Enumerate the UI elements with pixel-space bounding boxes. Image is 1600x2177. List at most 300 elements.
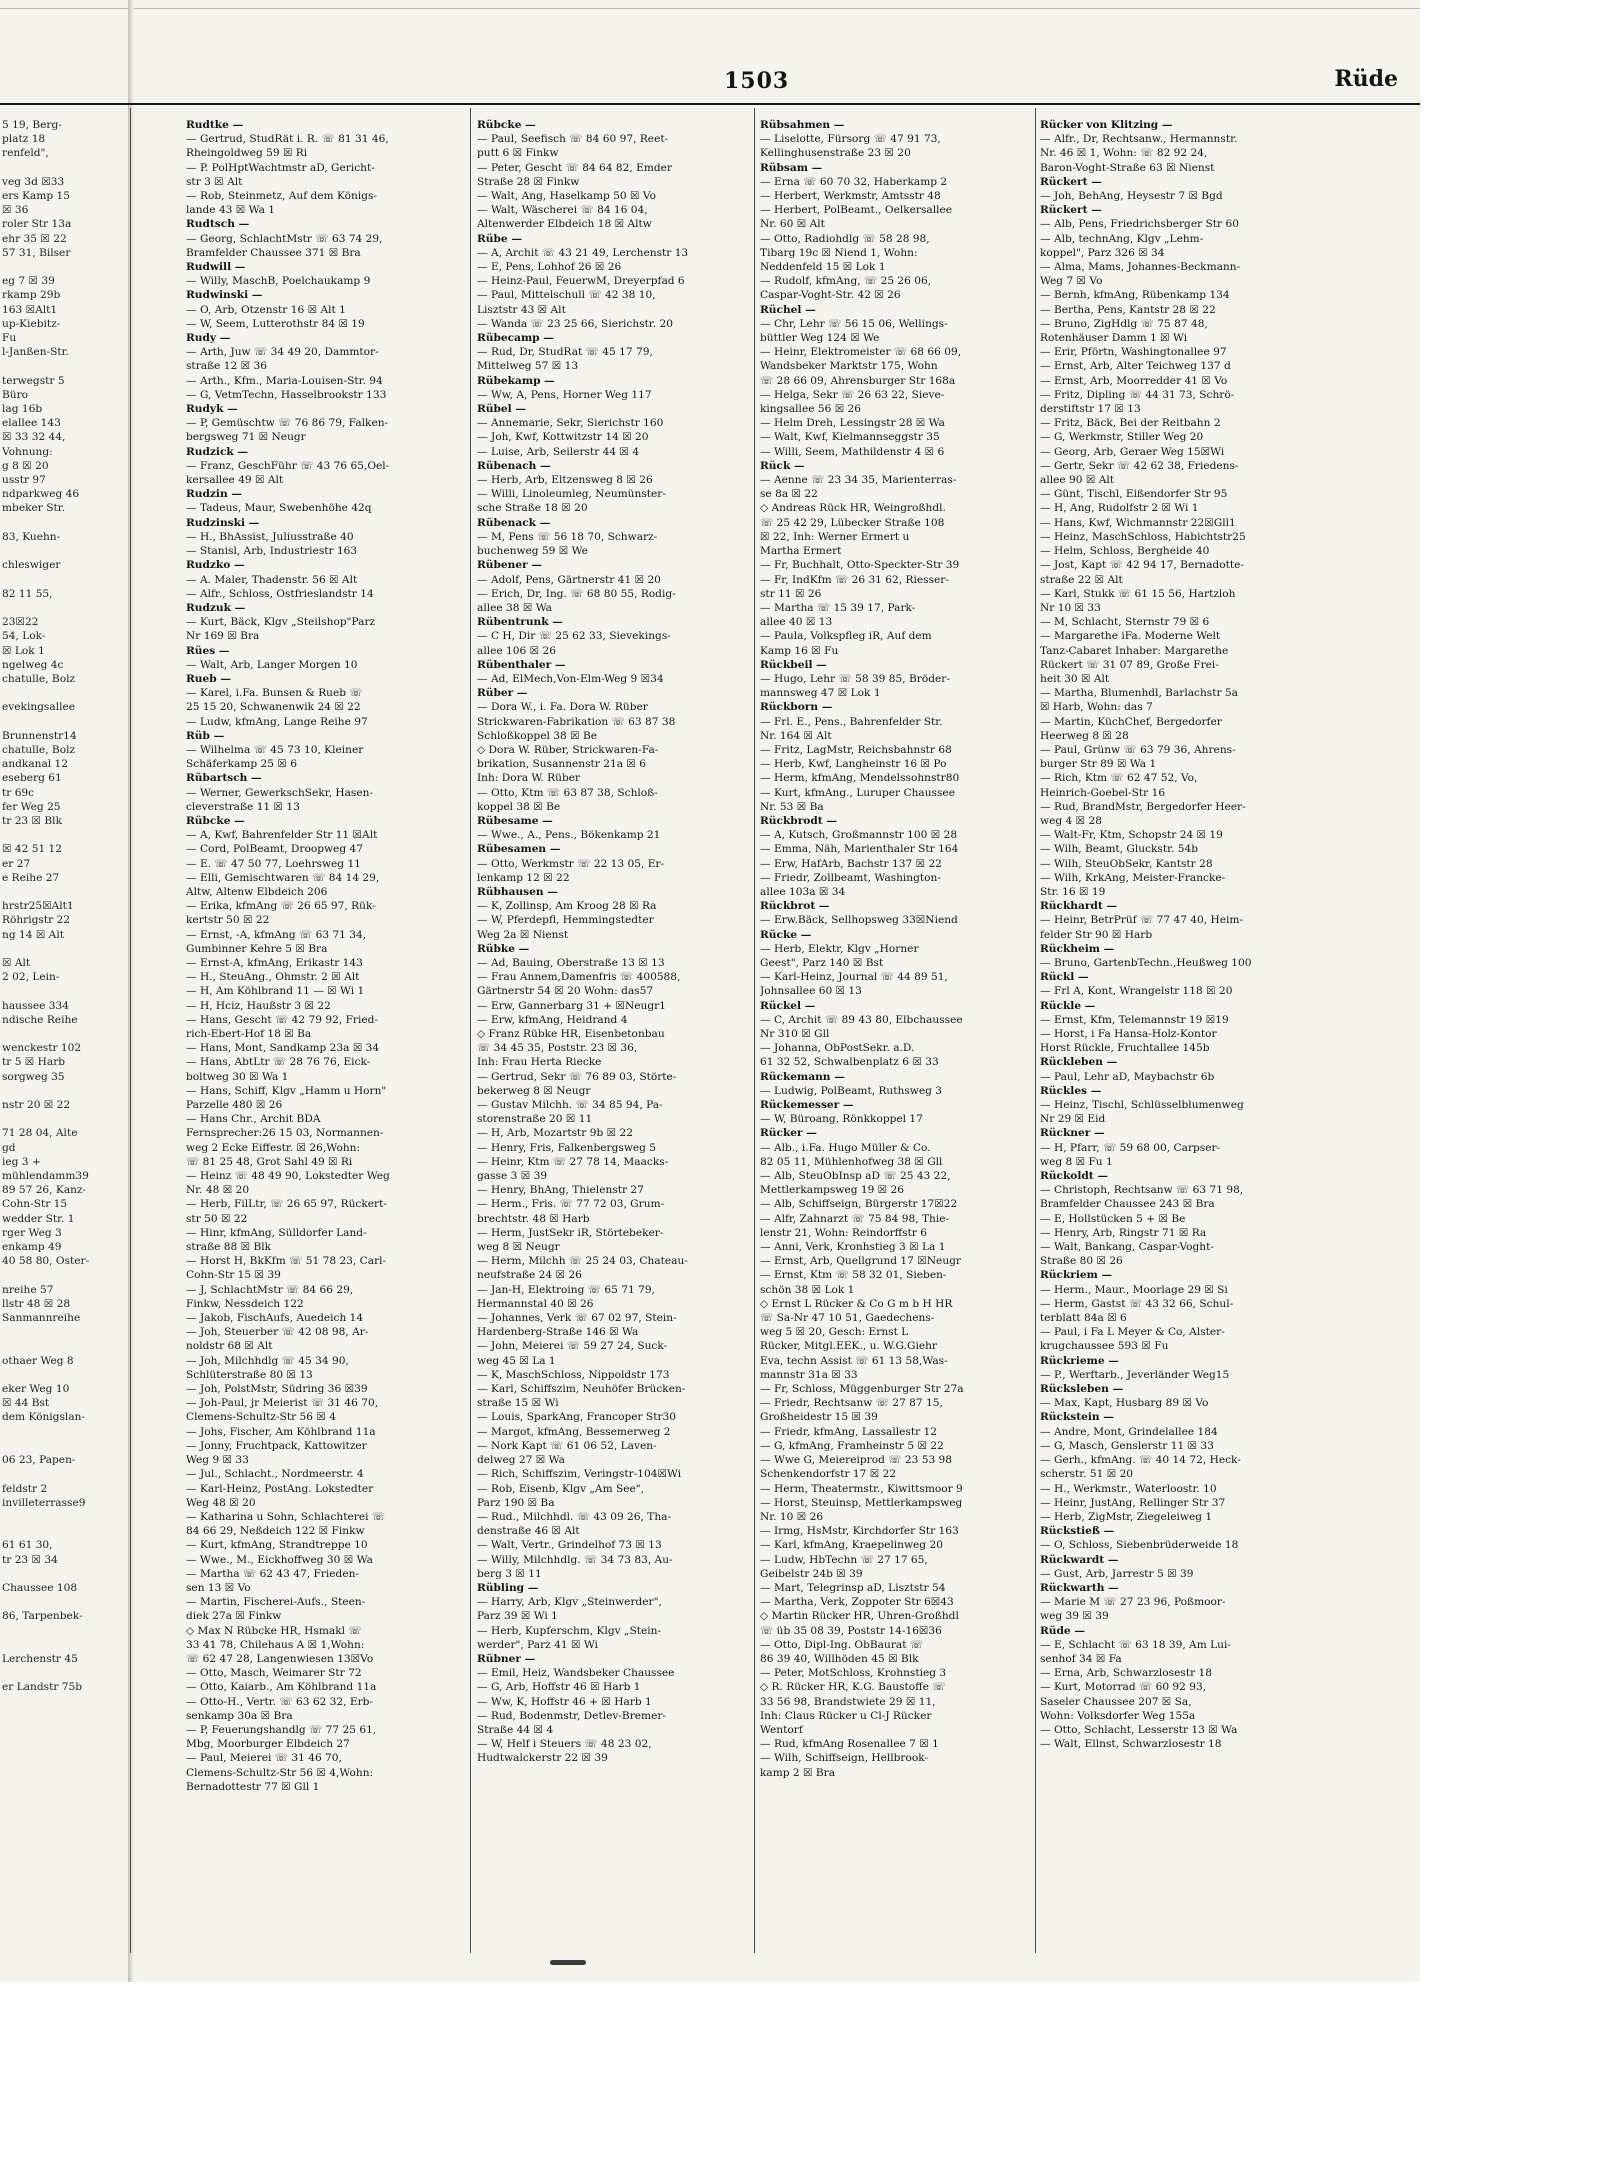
directory-line: Rück —: [760, 459, 805, 472]
directory-line: Sanmannreihe: [2, 1312, 81, 1325]
directory-line: — John, Meierei ☏ 59 27 24, Suck-: [477, 1340, 668, 1353]
directory-line: ☒ Harb, Wohn: das 7: [1040, 701, 1153, 714]
directory-line: cleverstraße 11 ☒ 13: [186, 800, 300, 813]
directory-line: Mittelweg 57 ☒ 13: [477, 360, 579, 373]
directory-line: — Willi, Linoleumleg, Neumünster-: [477, 488, 666, 501]
column-rule: [1035, 108, 1036, 1953]
directory-line: — Herm., Maur., Moorlage 29 ☒ Si: [1040, 1283, 1228, 1296]
directory-line: Großheidestr 15 ☒ 39: [760, 1411, 878, 1424]
directory-line: gasse 3 ☒ 39: [477, 1170, 548, 1183]
directory-line: Rübesamen —: [477, 843, 561, 856]
directory-line: 40 58 80, Oster-: [2, 1255, 90, 1268]
directory-line: Rückemann —: [760, 1070, 845, 1083]
directory-line: elallee 143: [2, 417, 61, 430]
directory-line: — Frau Annem,Damenfris ☏ 400588,: [477, 971, 681, 984]
directory-line: — Rob, Steinmetz, Auf dem Königs-: [186, 190, 377, 203]
directory-line: Parz 190 ☒ Ba: [477, 1496, 555, 1509]
footer-mark: [550, 1960, 586, 1965]
directory-line: — Joh, Steuerber ☏ 42 08 98, Ar-: [186, 1326, 369, 1339]
directory-line: eg 7 ☒ 39: [2, 275, 55, 288]
directory-line: Rudzinski —: [186, 516, 260, 529]
directory-line: str 3 ☒ Alt: [186, 175, 243, 188]
directory-line: — Rud, Bodenmstr, Detlev-Bremer-: [477, 1709, 667, 1722]
directory-line: — C, Archit ☏ 89 43 80, Elbchaussee: [760, 1013, 963, 1026]
directory-line: [2, 161, 122, 175]
directory-line: — Liselotte, Fürsorg ☏ 47 91 73,: [760, 133, 941, 146]
directory-line: Rübsahmen —: [760, 119, 845, 131]
directory-line: — Stanisl, Arb, Industriestr 163: [186, 545, 358, 558]
directory-line: Rübcke —: [477, 119, 536, 131]
gutter-shadow: [128, 0, 134, 1982]
directory-line: — Emil, Heiz, Wandsbeker Chaussee: [477, 1667, 675, 1680]
directory-line: — Bertha, Pens, Kantstr 28 ☒ 22: [1040, 303, 1216, 316]
directory-line: ng 14 ☒ Alt: [2, 928, 64, 941]
directory-line: Neddenfeld 15 ☒ Lok 1: [760, 261, 886, 274]
directory-line: Rückbrot —: [760, 900, 830, 913]
directory-line: eseberg 61: [2, 772, 62, 785]
directory-line: — Erw.Bäck, Sellhopsweg 33☒Niend: [760, 914, 958, 927]
directory-line: — Tadeus, Maur, Swebenhöhe 42q: [186, 502, 372, 515]
directory-line: — Ernst, Arb, Alter Teichweg 137 d: [1040, 360, 1231, 373]
directory-line: renfeld",: [2, 147, 49, 160]
directory-line: sche Straße 18 ☒ 20: [477, 502, 588, 515]
directory-line: weg 5 ☒ 20, Gesch: Ernst L: [760, 1326, 909, 1339]
directory-line: kingsallee 56 ☒ 26: [760, 403, 862, 416]
directory-line: Rückles —: [1040, 1084, 1102, 1097]
directory-line: buchenweg 59 ☒ We: [477, 545, 588, 558]
directory-line: Rückrieme —: [1040, 1354, 1119, 1367]
directory-line: chleswiger: [2, 559, 61, 572]
directory-line: — Frl A, Kont, Wrangelstr 118 ☒ 20: [1040, 985, 1233, 998]
directory-line: [2, 942, 122, 956]
directory-line: Straße 44 ☒ 4: [477, 1723, 554, 1736]
directory-line: — Walt, Ellnst, Schwarzlosestr 18: [1040, 1738, 1222, 1751]
directory-line: — Cord, PolBeamt, Droopweg 47: [186, 843, 363, 856]
directory-line: — Heinr, Elektromeister ☏ 68 66 09,: [760, 346, 962, 359]
directory-line: Nr. 10 ☒ 26: [760, 1510, 824, 1523]
directory-line: chatulle, Bolz: [2, 672, 76, 685]
directory-line: Rudzick —: [186, 445, 249, 458]
directory-line: — Walt, Arb, Langer Morgen 10: [186, 658, 358, 671]
directory-line: Wandsbeker Marktstr 175, Wohn: [760, 360, 938, 373]
directory-line: Rücker von Klitzing —: [1040, 119, 1173, 131]
stub-column: [2, 118, 122, 1943]
directory-line: [2, 1339, 122, 1353]
directory-line: — Karel, i.Fa. Bunsen & Rueb ☏: [186, 687, 363, 700]
directory-line: — Erw, kfmAng, Heidrand 4: [477, 1013, 628, 1026]
directory-line: Rotenhäuser Damm 1 ☒ Wi: [1040, 332, 1188, 345]
directory-line: delweg 27 ☒ Wa: [477, 1454, 565, 1467]
directory-line: Nr. 48 ☒ 20: [186, 1184, 250, 1197]
directory-line: — Joh, Kwf, Kottwitzstr 14 ☒ 20: [477, 431, 649, 444]
directory-line: Baron-Voght-Straße 63 ☒ Nienst: [1040, 161, 1215, 174]
directory-line: allee 106 ☒ 26: [477, 644, 556, 657]
directory-line: [2, 1368, 122, 1382]
directory-line: Inh: Frau Herta Riecke: [477, 1056, 602, 1069]
directory-line: mannsweg 47 ☒ Lok 1: [760, 687, 881, 700]
directory-line: ◇ Franz Rübke HR, Eisenbetonbau: [477, 1028, 665, 1040]
column-rule: [754, 108, 755, 1953]
directory-line: — Friedr, kfmAng, Lassallestr 12: [760, 1425, 938, 1438]
directory-line: Rübenach —: [477, 459, 551, 472]
directory-line: [2, 885, 122, 899]
directory-line: Lisztstr 43 ☒ Alt: [477, 303, 566, 316]
directory-line: lenkamp 12 ☒ 22: [477, 871, 570, 884]
directory-line: Martha Ermert: [760, 545, 842, 558]
directory-line: derstiftstr 17 ☒ 13: [1040, 403, 1141, 416]
directory-line: — Anni, Verk, Kronhstieg 3 ☒ La 1: [760, 1241, 946, 1254]
directory-line: — Karl, Schiffszim, Neuhöfer Brücken-: [477, 1383, 686, 1396]
directory-line: — Walt-Fr, Ktm, Schopstr 24 ☒ 19: [1040, 829, 1223, 842]
directory-line: — Karl, kfmAng, Kraepelinweg 20: [760, 1539, 943, 1552]
directory-line: Rückle —: [1040, 999, 1096, 1012]
directory-line: — Wwe., A., Pens., Bökenkamp 21: [477, 829, 661, 842]
directory-line: [2, 1268, 122, 1282]
directory-line: Caspar-Voght-Str. 42 ☒ 26: [760, 289, 901, 302]
directory-line: Rüde —: [1040, 1624, 1085, 1637]
directory-line: Rückbrodt —: [760, 814, 837, 827]
directory-line: terblatt 84a ☒ 6: [1040, 1312, 1127, 1325]
directory-line: allee 38 ☒ Wa: [477, 601, 552, 614]
directory-line: — Alb, technAng, Klgv „Lehm-: [1040, 232, 1204, 245]
directory-line: — M, Pens ☏ 56 18 70, Schwarz-: [477, 530, 658, 543]
directory-line: Rückwarth —: [1040, 1581, 1119, 1594]
directory-line: Wentorf: [760, 1723, 803, 1736]
directory-line: — G, Masch, Genslerstr 11 ☒ 33: [1040, 1439, 1214, 1452]
directory-line: — H, Am Köhlbrand 11 — ☒ Wi 1: [186, 985, 365, 998]
directory-line: — Rud, BrandMstr, Bergedorfer Heer-: [1040, 800, 1246, 813]
directory-line: Rües —: [186, 644, 230, 657]
directory-line: — Franz, GeschFühr ☏ 43 76 65,Oel-: [186, 459, 390, 472]
directory-line: — Hugo, Lehr ☏ 58 39 85, Bröder-: [760, 672, 950, 685]
directory-line: — Ww, A, Pens, Horner Weg 117: [477, 388, 652, 401]
directory-line: invilleterrasse9: [2, 1496, 86, 1509]
directory-line: Rudwill —: [186, 261, 246, 274]
directory-line: — P., Werftarb., Jeverländer Weg15: [1040, 1368, 1230, 1381]
directory-line: — Walt, Ang, Haselkamp 50 ☒ Vo: [477, 190, 656, 203]
directory-line: Clemens-Schultz-Str 56 ☒ 4,Wohn:: [186, 1766, 374, 1779]
directory-line: 89 57 26, Kanz-: [2, 1184, 87, 1197]
directory-line: — Otto-H., Vertr. ☏ 63 62 32, Erb-: [186, 1695, 374, 1708]
directory-line: Rudyk —: [186, 403, 238, 416]
directory-line: Gumbinner Kehre 5 ☒ Bra: [186, 942, 328, 955]
directory-line: — H, Arb, Mozartstr 9b ☒ 22: [477, 1127, 633, 1140]
directory-line: Rudzko —: [186, 559, 245, 572]
directory-line: — Jonny, Fruchtpack, Kattowitzer: [186, 1439, 367, 1452]
directory-line: — Heinr, JustAng, Rellinger Str 37: [1040, 1496, 1226, 1509]
directory-line: — Joh, PolstMstr, Südring 36 ☒39: [186, 1383, 368, 1396]
directory-line: — Otto, Werkmstr ☏ 22 13 05, Er-: [477, 857, 665, 870]
directory-line: — Rich, Schiffszim, Veringstr-104☒Wi: [477, 1468, 682, 1481]
directory-line: [2, 544, 122, 558]
directory-line: nstr 20 ☒ 22: [2, 1099, 71, 1112]
directory-line: Mbg, Moorburger Elbdeich 27: [186, 1738, 350, 1751]
directory-line: — Friedr, Zollbeamt, Washington-: [760, 871, 941, 884]
directory-line: Lerchenstr 45: [2, 1652, 78, 1665]
directory-line: Rückoldt —: [1040, 1170, 1108, 1183]
directory-line: [2, 1112, 122, 1126]
directory-line: enkamp 49: [2, 1241, 62, 1254]
directory-line: — J, SchlachtMstr ☏ 84 66 29,: [186, 1283, 354, 1296]
directory-line: — Wwe G, Meiereiprod ☏ 23 53 98: [760, 1454, 953, 1467]
directory-line: ehr 35 ☒ 22: [2, 232, 67, 245]
directory-line: — Georg, SchlachtMstr ☏ 63 74 29,: [186, 232, 383, 245]
directory-line: berg 3 ☒ 11: [477, 1567, 542, 1580]
directory-line: bekerweg 8 ☒ Neugr: [477, 1084, 591, 1097]
directory-line: — Fritz, Dipling ☏ 44 31 73, Schrö-: [1040, 388, 1235, 401]
directory-line: ers Kamp 15: [2, 190, 71, 203]
directory-line: Rübner —: [477, 1652, 536, 1665]
directory-line: Rückborn —: [760, 701, 833, 714]
directory-line: — Jan-H, Elektroing ☏ 65 71 79,: [477, 1283, 655, 1296]
directory-line: — Heinz, MaschSchloss, Habichtstr25: [1040, 530, 1246, 543]
directory-line: — Otto, Schlacht, Lesserstr 13 ☒ Wa: [1040, 1723, 1238, 1736]
directory-line: Rueb —: [186, 672, 231, 685]
directory-line: [2, 1666, 122, 1680]
directory-line: Nr 10 ☒ 33: [1040, 601, 1101, 614]
directory-line: lenstr 21, Wohn: Reindorffstr 6: [760, 1226, 928, 1239]
directory-line: — W, Seem, Lutterothstr 84 ☒ 19: [186, 317, 365, 330]
directory-line: Nr. 53 ☒ Ba: [760, 800, 824, 813]
directory-line: — Jost, Kapt ☏ 42 94 17, Bernadotte-: [1040, 559, 1244, 572]
directory-line: — Henry, BhAng, Thielenstr 27: [477, 1184, 644, 1197]
directory-line: [2, 260, 122, 274]
directory-line: Rückheim —: [1040, 942, 1115, 955]
directory-line: — M, Schlacht, Sternstr 79 ☒ 6: [1040, 616, 1210, 629]
directory-line: 84 66 29, Neßdeich 122 ☒ Finkw: [186, 1525, 365, 1538]
directory-line: ☒ 42 51 12: [2, 843, 63, 856]
directory-line: Rübartsch —: [186, 772, 262, 785]
directory-line: Inh: Dora W. Rüber: [477, 772, 581, 785]
directory-line: Rückert ☏ 31 07 89, Große Frei-: [1040, 658, 1219, 671]
directory-line: [2, 1467, 122, 1481]
directory-line: roler Str 13a: [2, 218, 72, 231]
directory-line: Finkw, Nessdeich 122: [186, 1297, 304, 1310]
directory-line: Rückert —: [1040, 175, 1102, 188]
directory-line: — Frl. E., Pens., Bahrenfelder Str.: [760, 715, 943, 728]
directory-line: — Horst H, BkKfm ☏ 51 78 23, Carl-: [186, 1255, 387, 1268]
directory-line: — Rud., Milchhdl. ☏ 43 09 26, Tha-: [477, 1510, 672, 1523]
directory-line: — Martha ☏ 62 43 47, Frieden-: [186, 1567, 360, 1580]
directory-line: ◇ Ernst L Rücker & Co G m b H HR: [760, 1297, 953, 1310]
directory-line: kersallee 49 ☒ Alt: [186, 474, 284, 487]
directory-line: Geibelstr 24b ☒ 39: [760, 1567, 863, 1580]
directory-line: — Hans, AbtLtr ☏ 28 76 76, Eick-: [186, 1056, 371, 1069]
directory-line: — Margot, kfmAng, Bessemerweg 2: [477, 1425, 671, 1438]
directory-line: — Johs, Fischer, Am Köhlbrand 11a: [186, 1425, 376, 1438]
directory-line: — Mart, Telegrinsp aD, Lisztstr 54: [760, 1581, 946, 1594]
directory-line: Geest", Parz 140 ☒ Bst: [760, 956, 884, 969]
directory-line: Bramfelder Chaussee 371 ☒ Bra: [186, 246, 361, 259]
directory-line: — Martha ☏ 15 39 17, Park-: [760, 601, 916, 614]
directory-line: allee 90 ☒ Alt: [1040, 474, 1115, 487]
directory-line: — O, Arb, Otzenstr 16 ☒ Alt 1: [186, 303, 346, 316]
directory-line: — Hans, Kwf, Wichmannstr 22☒Gll1: [1040, 516, 1236, 529]
directory-line: Hudtwalckerstr 22 ☒ 39: [477, 1752, 608, 1765]
directory-line: Rücke —: [760, 928, 812, 941]
directory-line: — E. ☏ 47 50 77, Loehrsweg 11: [186, 857, 361, 870]
directory-line: kertstr 50 ☒ 22: [186, 914, 270, 927]
directory-line: — Adolf, Pens, Gärtnerstr 41 ☒ 20: [477, 573, 661, 586]
directory-line: — Ernst, -A, kfmAng ☏ 63 71 34,: [186, 928, 367, 941]
directory-line: Rübecamp —: [477, 332, 554, 345]
directory-column-1: [186, 118, 464, 1943]
directory-line: Kellinghusenstraße 23 ☒ 20: [760, 147, 911, 160]
directory-line: Heinrich-Goebel-Str 16: [1040, 786, 1166, 799]
directory-line: — Martin, Fischerei-Aufs., Steen-: [186, 1596, 366, 1609]
directory-line: ☒ 22, Inh: Werner Ermert u: [760, 530, 910, 543]
directory-line: se 8a ☒ 22: [760, 488, 818, 501]
directory-line: — Alb, Pens, Friedrichsberger Str 60: [1040, 218, 1239, 231]
directory-line: — Ernst, Arb, Moorredder 41 ☒ Vo: [1040, 374, 1228, 387]
directory-line: ☒ 33 32 44,: [2, 431, 66, 444]
directory-line: [2, 359, 122, 373]
directory-line: Saseler Chaussee 207 ☒ Sa,: [1040, 1695, 1192, 1708]
directory-line: Horst Rückle, Fruchtallee 145b: [1040, 1042, 1210, 1055]
directory-line: — Johanna, ObPostSekr. a.D.: [760, 1042, 915, 1055]
directory-line: Weg 2a ☒ Nienst: [477, 928, 569, 941]
directory-line: — Christoph, Rechtsanw ☏ 63 71 98,: [1040, 1184, 1244, 1197]
directory-line: Rückhardt —: [1040, 900, 1118, 913]
directory-line: — Heinr, BetrPrüf ☏ 77 47 40, Heim-: [1040, 914, 1244, 927]
directory-line: andkanal 12: [2, 758, 69, 771]
directory-line: Rückwardt —: [1040, 1553, 1119, 1566]
directory-line: straße 22 ☒ Alt: [1040, 573, 1123, 586]
directory-line: — Fritz, Bäck, Bei der Reitbahn 2: [1040, 417, 1221, 430]
directory-line: — Otto, Radiohdlg ☏ 58 28 98,: [760, 232, 930, 245]
directory-line: Weg 48 ☒ 20: [186, 1496, 256, 1509]
directory-line: Nr. 60 ☒ Alt: [760, 218, 825, 231]
directory-line: Hermannstal 40 ☒ 26: [477, 1297, 594, 1310]
directory-line: 86 39 40, Willhöden 45 ☒ Blk: [760, 1652, 919, 1665]
directory-line: [2, 1325, 122, 1339]
directory-line: Rheingoldweg 59 ☒ Ri: [186, 147, 308, 160]
directory-line: — Ernst, Arb, Quellgrund 17 ☒Neugr: [760, 1255, 961, 1268]
directory-line: — Wilh, Schiffseign, Hellbrook-: [760, 1752, 929, 1765]
directory-line: — Günt, Tischl, Eißendorfer Str 95: [1040, 488, 1228, 501]
directory-line: diek 27a ☒ Finkw: [186, 1610, 282, 1623]
directory-line: Rübling —: [477, 1581, 539, 1594]
running-head: Rüde: [1334, 66, 1398, 92]
directory-line: — Horst, Steuinsp, Mettlerkampsweg: [760, 1496, 963, 1509]
directory-line: Rübentrunk —: [477, 616, 563, 629]
directory-line: Bernadottestr 77 ☒ Gll 1: [186, 1780, 320, 1793]
directory-line: — Helm, Schloss, Bergheide 40: [1040, 545, 1210, 558]
directory-line: Clemens-Schultz-Str 56 ☒ 4: [186, 1411, 336, 1424]
directory-line: rich-Ebert-Hof 18 ☒ Ba: [186, 1028, 312, 1040]
directory-line: — Wilh, Beamt, Gluckstr. 54b: [1040, 843, 1199, 856]
directory-line: — Henry, Arb, Ringstr 71 ☒ Ra: [1040, 1226, 1207, 1239]
directory-line: — Horst, i Fa Hansa-Holz-Kontor: [1040, 1028, 1217, 1040]
directory-line: — A, Kwf, Bahrenfelder Str 11 ☒Alt: [186, 829, 378, 842]
directory-line: [2, 1439, 122, 1453]
directory-line: noldstr 68 ☒ Alt: [186, 1340, 273, 1353]
directory-line: 33 41 78, Chilehaus A ☒ 1,Wohn:: [186, 1638, 365, 1651]
directory-line: Cohn-Str 15 ☒ 39: [186, 1269, 281, 1282]
directory-line: [2, 601, 122, 615]
directory-line: — Wanda ☏ 23 25 66, Sierichstr. 20: [477, 317, 673, 330]
directory-line: lag 16b: [2, 403, 43, 416]
directory-line: — Gertrud, StudRät i. R. ☏ 81 31 46,: [186, 133, 389, 146]
directory-line: — Peter, MotSchloss, Krohnstieg 3: [760, 1667, 947, 1680]
directory-line: — Rob, Eisenb, Klgv „Am See",: [477, 1482, 645, 1495]
directory-line: str 11 ☒ 26: [760, 587, 822, 600]
directory-line: krugchaussee 593 ☒ Fu: [1040, 1340, 1169, 1353]
directory-line: büttler Weg 124 ☒ We: [760, 332, 880, 345]
directory-line: — Kurt, Motorrad ☏ 60 92 93,: [1040, 1681, 1207, 1694]
directory-line: Schlüterstraße 80 ☒ 13: [186, 1368, 313, 1381]
directory-line: Wohn: Volksdorfer Weg 155a: [1040, 1709, 1196, 1722]
directory-line: Schenkendorfstr 17 ☒ 22: [760, 1468, 897, 1481]
directory-line: 163 ☒Alt1: [2, 303, 58, 316]
directory-line: — Heinz ☏ 48 49 90, Lokstedter Weg: [186, 1170, 390, 1183]
margin-right: [1420, 0, 1600, 2177]
directory-line: — Walt, Bankang, Caspar-Voght-: [1040, 1241, 1214, 1254]
directory-line: — Walt, Vertr., Grindelhof 73 ☒ 13: [477, 1539, 662, 1552]
directory-line: weg 4 ☒ 28: [1040, 814, 1102, 827]
directory-line: Schäferkamp 25 ☒ 6: [186, 758, 297, 771]
directory-line: Rübel —: [477, 403, 526, 416]
directory-line: — Ernst, Ktm ☏ 58 32 01, Sieben-: [760, 1269, 947, 1282]
directory-line: Rudzuk —: [186, 601, 246, 614]
directory-line: brechtstr. 48 ☒ Harb: [477, 1212, 590, 1225]
directory-line: Strickwaren-Fabrikation ☏ 63 87 38: [477, 715, 676, 728]
directory-line: Nr 29 ☒ Eid: [1040, 1113, 1106, 1126]
directory-line: ◇ Dora W. Rüber, Strickwaren-Fa-: [477, 743, 659, 756]
directory-line: ◇ R. Rücker HR, K.G. Baustoffe ☏: [760, 1681, 946, 1694]
directory-line: — Willi, Seem, Mathildenstr 4 ☒ 6: [760, 445, 945, 458]
directory-line: — Willy, MaschB, Poelchaukamp 9: [186, 275, 371, 288]
directory-line: — Herb, Arb, Eltzensweg 8 ☒ 26: [477, 474, 653, 487]
directory-line: ☏ 81 25 48, Grot Sahl 49 ☒ Ri: [186, 1155, 353, 1168]
directory-line: 83, Kuehn-: [2, 530, 61, 543]
directory-line: — Herb, FilLtr, ☏ 26 65 97, Rückert-: [186, 1198, 387, 1211]
directory-line: [2, 1567, 122, 1581]
directory-line: — A. Maler, Thadenstr. 56 ☒ Alt: [186, 573, 358, 586]
directory-line: up-Kiebitz-: [2, 317, 61, 330]
directory-line: llstr 48 ☒ 28: [2, 1297, 71, 1310]
directory-line: — Paul, Seefisch ☏ 84 60 97, Reet-: [477, 133, 669, 146]
directory-line: — Gerh., kfmAng. ☏ 40 14 72, Heck-: [1040, 1454, 1241, 1467]
directory-line: Rudwinski —: [186, 289, 263, 302]
directory-line: weg 8 ☒ Neugr: [477, 1241, 560, 1254]
directory-line: Rückl —: [1040, 971, 1089, 984]
directory-line: Hardenberg-Straße 146 ☒ Wa: [477, 1326, 639, 1339]
directory-line: ndische Reihe: [2, 1013, 78, 1026]
directory-line: — Erna, Arb, Schwarzlosestr 18: [1040, 1667, 1212, 1680]
directory-line: — H, Pfarr, ☏ 59 68 00, Carpser-: [1040, 1141, 1221, 1154]
directory-line: — Martha, Blumenhdl, Barlachstr 5a: [1040, 687, 1238, 700]
directory-line: Rudy —: [186, 332, 231, 345]
directory-line: senkamp 30a ☒ Bra: [186, 1709, 293, 1722]
directory-line: allee 40 ☒ 13: [760, 616, 833, 629]
directory-line: — Rich, Ktm ☏ 62 47 52, Vo,: [1040, 772, 1198, 785]
directory-line: othaer Weg 8: [2, 1354, 74, 1367]
directory-line: — O, Schloss, Siebenbrüderweide 18: [1040, 1539, 1239, 1552]
directory-line: [2, 1425, 122, 1439]
directory-line: — Karl-Heinz, Journal ☏ 44 89 51,: [760, 971, 948, 984]
directory-line: Gärtnerstr 54 ☒ 20 Wohn: das57: [477, 985, 654, 998]
directory-line: — Heinz-Paul, FeuerwM, Dreyerpfad 6: [477, 275, 685, 288]
directory-line: — Heinr, Ktm ☏ 27 78 14, Maacks-: [477, 1155, 669, 1168]
directory-line: — Gust, Arb, Jarrestr 5 ☒ 39: [1040, 1567, 1194, 1580]
directory-line: — Bernh, kfmAng, Rübenkamp 134: [1040, 289, 1230, 302]
directory-line: — Erir, Pförtn, Washingtonallee 97: [1040, 346, 1227, 359]
directory-line: 57 31, Bilser: [2, 246, 71, 259]
directory-line: Weg 9 ☒ 33: [186, 1454, 249, 1467]
directory-line: ◇ Martin Rücker HR, Uhren-Großhdl: [760, 1610, 959, 1623]
directory-line: — Alb, Schiffseign, Bürgerstr 17☒22: [760, 1198, 958, 1211]
